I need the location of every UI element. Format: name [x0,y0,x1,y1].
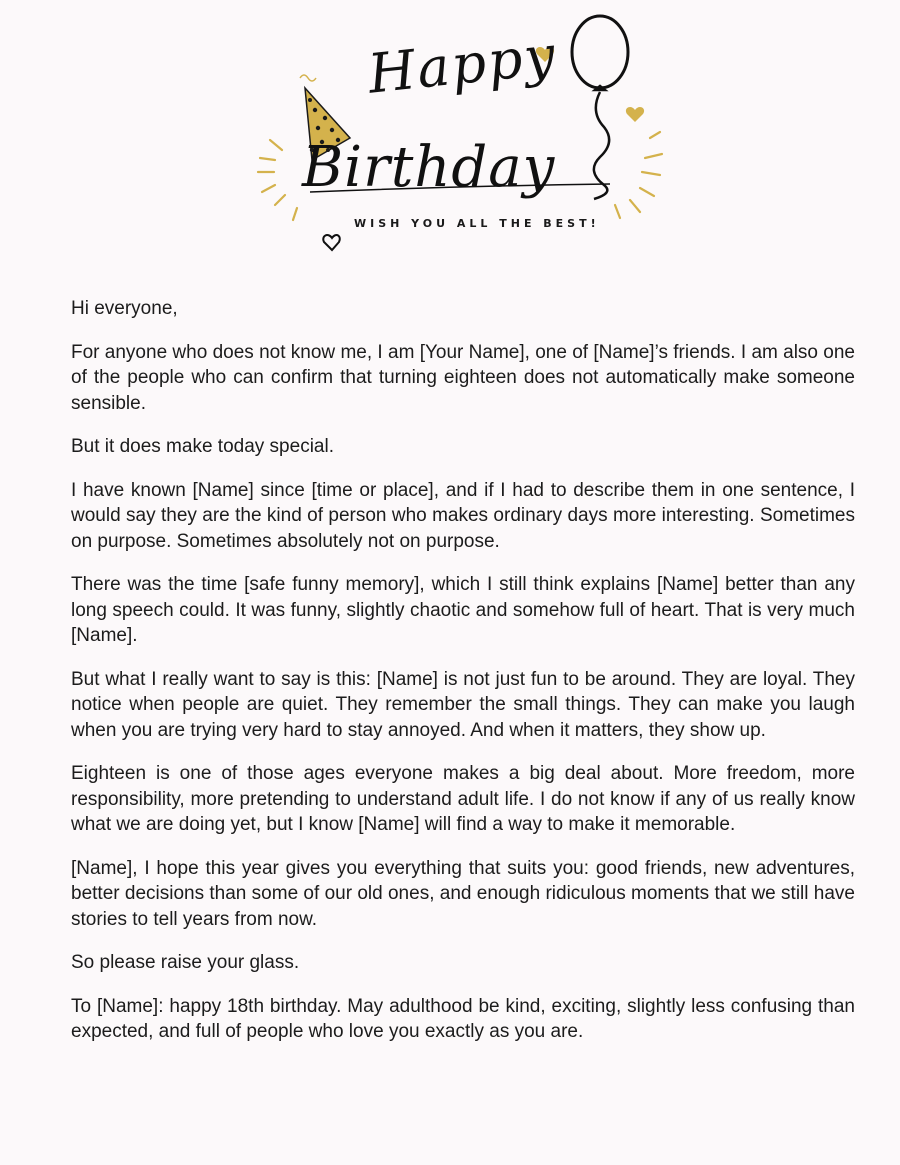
heart-icon [323,235,340,250]
paragraph: Eighteen is one of those ages everyone makes a big deal about. More freedom, more responsibility, more pretending to understand adult life. I do not know if any of us really know what we are doing yet, but I know [Name] will find a way to make it memorable. [71,763,855,835]
paragraph: I have known [Name] since [time or place], and if I had to describe them in one sentence, I would say they are the kind of person who makes ordinary days more interesting. Sometimes on purpose. Sometimes absolutely not on purpose. [71,479,855,552]
paragraph: But what I really want to say is this: [Name] is not just fun to be around. They are loyal. They notice when people are quiet. They remember the small things. They can make you laugh when you are trying very hard to stay annoyed. And when it matters, they show up. [71,668,855,741]
paragraph: [Name], I hope this year gives you everything that suits you: good friends, new adventures, better decisions than some of our old ones, and enough ridiculous moments that we still have stories to tell years from now. [71,857,855,930]
paragraph: There was the time [safe funny memory], which I still think explains [Name] better than any long speech could. It was funny, slightly chaotic and somehow full of heart. That is very much [Name]. [71,574,855,646]
letter-body [71,296,855,1063]
paragraph: But it does make today special. [71,436,334,457]
paragraph: So please raise your glass. [71,952,300,973]
sparkle-lines-left [258,140,297,220]
closing-toast: To [Name]: happy 18th birthday. May adulthood be kind, exciting, slightly less confusing than expected, and full of people who love you exactly as you are. [71,995,855,1042]
birthday-header [250,10,670,260]
heart-icon [626,107,644,122]
sparkle-lines-right [615,132,662,218]
paragraph: For anyone who does not know me, I am [Your Name], one of [Name]’s friends. I am also one of the people who can confirm that turning eighteen does not automatically make someone sensible. [71,341,855,414]
title-birthday: Birthday [302,135,556,200]
balloon-icon [572,16,628,199]
greeting: Hi everyone, [71,298,178,319]
tagline: WISH YOU ALL THE BEST! [354,217,600,230]
title-happy: Happy [365,23,560,106]
